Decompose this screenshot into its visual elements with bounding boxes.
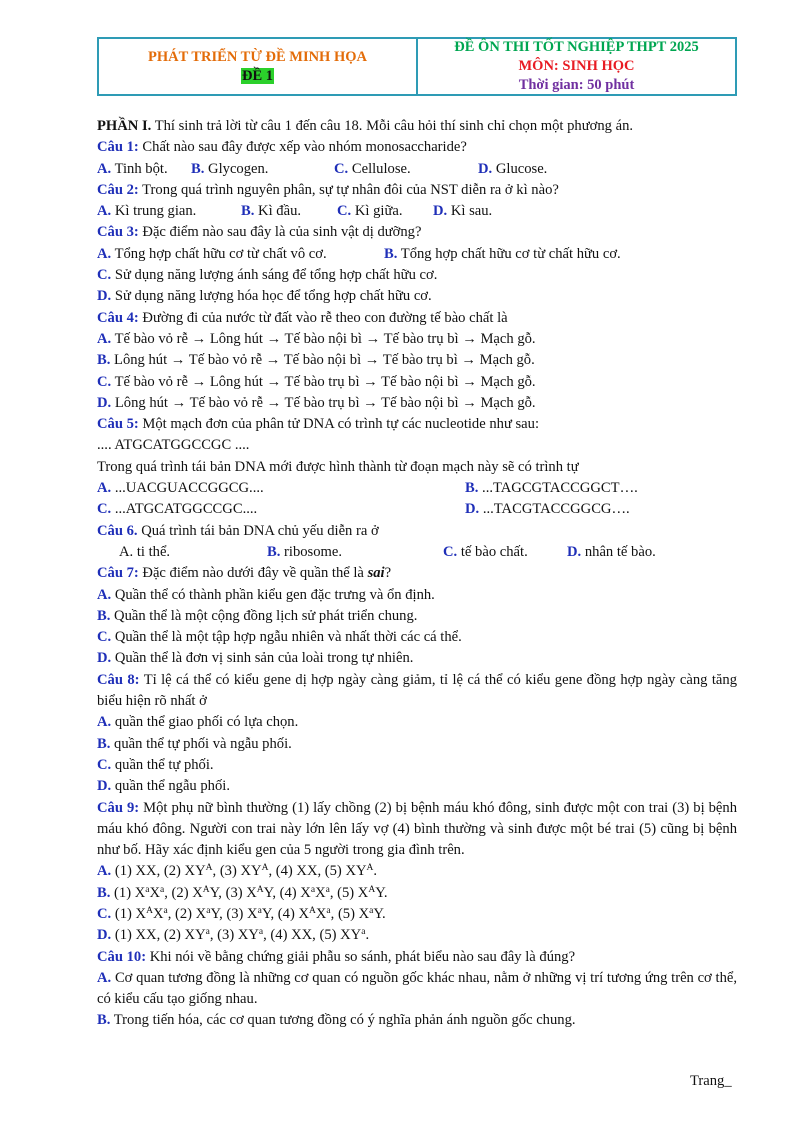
q5-option-a: A. ...UACGUACCGGCG.... [97, 480, 264, 497]
header-table [97, 37, 737, 96]
q6-option-b: B. ribosome. [267, 543, 343, 560]
q6-option-d: D. nhân tế bào. [567, 543, 656, 560]
q2-option-c: C. Kì giữa. [337, 203, 403, 220]
q8-option-d: D. quần thể ngẫu phối. [97, 778, 230, 795]
q3-options-ab [97, 244, 737, 265]
q4-option-c: C. Tế bào vỏ rễ → Lông hút → Tế bào trụ bì → Tế bào nội bì → Mạch gỗ. [97, 373, 536, 390]
q3-option-c: C. Sử dụng năng lượng ánh sáng để tổng hợp chất hữu cơ. [97, 267, 438, 284]
exam-title: ĐỀ ÔN THI TỐT NGHIỆP THPT 2025 [454, 39, 699, 55]
q8-option-b: B. quần thể tự phối và ngẫu phối. [97, 735, 292, 752]
q9-option-c: C. (1) $X^AX^a$, (2) $X^aY$, (3) $X^aY$, (4) $X^AX^a$, (5) $X^aY$. [97, 905, 386, 922]
q4-option-b: B. Lông hút → Tế bào vỏ rễ → Tế bào nội bì → Tế bào trụ bì → Mạch gỗ. [97, 352, 535, 369]
q1-options [97, 159, 737, 180]
q3-option-b: B. Tổng hợp chất hữu cơ từ chất hữu cơ. [384, 245, 621, 262]
q5-option-c: C. ...ATGCATGGCCGC.... [97, 501, 258, 518]
q7-option-a: A. Quần thể có thành phần kiểu gen đặc trưng và ổn định. [97, 586, 435, 603]
q10-option-a: A. Cơ quan tương đồng là những cơ quan có nguồn gốc khác nhau, nằm ở những vị trí tương ứng trên cơ thể, có kiểu cấu tạo giống nhau. [97, 969, 737, 1008]
q3-option-d: D. Sử dụng năng lượng hóa học để tổng hợp chất hữu cơ. [97, 288, 432, 305]
q4-option-d: D. Lông hút → Tế bào vỏ rễ → Tế bào trụ bì → Tế bào nội bì → Mạch gỗ. [97, 394, 536, 411]
q8-option-c: C. quần thể tự phối. [97, 756, 214, 773]
q9-option-a: A. (1) XX, (2) $XY^A$, (3) $XY^A$, (4) XX, (5) $XY^A$. [97, 863, 378, 880]
q5-options-ab [97, 478, 737, 499]
emphasis-sai: sai [367, 565, 385, 582]
question-9: Câu 9: Một phụ nữ bình thường (1) lấy chồng (2) bị bệnh máu khó đông, sinh được một con trai (3) bị bệnh máu khó đông. Người con trai này lớn lên lấy vợ (4) bình thường và sinh được một bé trai (5) cũng bị bệnh như bố. Hãy xác định kiểu gen của 5 người trong gia đình trên. [97, 799, 737, 859]
part-instructions: PHẦN I. Thí sinh trả lời từ câu 1 đến câu 18. Mỗi câu hỏi thí sinh chỉ chọn một phương án. [97, 118, 634, 134]
q7-option-c: C. Quần thể là một tập hợp ngẫu nhiên và nhất thời các cá thể. [97, 629, 462, 646]
q1-option-a: A. Tinh bột. [97, 160, 168, 177]
question-8: Câu 8: Tỉ lệ cá thể có kiểu gene dị hợp ngày càng giảm, tỉ lệ cá thể có kiểu gene đồng hợp ngày càng tăng biểu hiện rõ nhất ở [97, 671, 738, 710]
part-title: PHẦN I. [97, 118, 152, 134]
q2-option-a: A. Kì trung gian. [97, 203, 197, 220]
page-footer: Trang_ [690, 1073, 732, 1089]
q5-options-cd [97, 499, 737, 520]
question-2: Câu 2: Trong quá trình nguyên phân, sự tự nhân đôi của NST diễn ra ở kì nào? [97, 181, 559, 198]
q2-option-b: B. Kì đầu. [241, 203, 302, 220]
question-10: Câu 10: Khi nói về bằng chứng giải phẫu so sánh, phát biểu nào sau đây là đúng? [97, 948, 576, 965]
question-1: Câu 1: Chất nào sau đây được xếp vào nhóm monosaccharide? [97, 139, 467, 156]
q8-option-a: A. quần thể giao phối có lựa chọn. [97, 714, 299, 731]
q7-option-d: D. Quần thể là đơn vị sinh sản của loài trong tự nhiên. [97, 650, 414, 667]
q6-option-c: C. tế bào chất. [443, 543, 528, 560]
q3-option-a: A. Tổng hợp chất hữu cơ từ chất vô cơ. [97, 245, 327, 262]
q1-option-d: D. Glucose. [478, 160, 548, 177]
q9-option-d: D. (1) XX, (2) $XY^a$, (3) $XY^a$, (4) XX, (5) $XY^a$. [97, 927, 370, 944]
q2-options [97, 201, 737, 222]
header-right [418, 39, 735, 94]
question-3: Câu 3: Đặc điểm nào sau đây là của sinh vật dị dưỡng? [97, 224, 422, 241]
q6-options [97, 542, 737, 563]
q1-option-c: C. Cellulose. [334, 160, 411, 177]
question-5: Câu 5: Một mạch đơn của phân tử DNA có trình tự các nucleotide như sau: [97, 416, 540, 433]
exam-number: ĐỀ 1 [241, 67, 274, 84]
q5-option-b: B. ...TAGCGTACCGGCT…. [465, 480, 638, 497]
q5-text2: Trong quá trình tái bản DNA mới được hình thành từ đoạn mạch này sẽ có trình tự [97, 458, 579, 475]
q9-option-b: B. (1) $X^aX^a$, (2) $X^AY$, (3) $X^AY$, (4) $X^aX^a$, (5) $X^AY$. [97, 884, 388, 901]
time-limit: Thời gian: 50 phút [518, 77, 635, 93]
q10-option-b: B. Trong tiến hóa, các cơ quan tương đồng có ý nghĩa phản ánh nguồn gốc chung. [97, 1012, 576, 1029]
q5-option-d: D. ...TACGTACCGGCG…. [465, 501, 630, 518]
exam-content [97, 116, 737, 1032]
q6-option-a: A. ti thể. [119, 543, 171, 560]
q2-option-d: D. Kì sau. [433, 203, 493, 220]
q7-option-b: B. Quần thể là một cộng đồng lịch sử phát triển chung. [97, 607, 418, 624]
question-7: Câu 7: Đặc điểm nào dưới đây về quần thể là sai? [97, 565, 392, 582]
header-left [99, 39, 418, 94]
q4-option-a: A. Tế bào vỏ rễ → Lông hút → Tế bào nội bì → Tế bào trụ bì → Mạch gỗ. [97, 330, 536, 347]
question-6: Câu 6. Quá trình tái bản DNA chủ yếu diễn ra ở [97, 522, 379, 539]
q1-option-b: B. Glycogen. [191, 160, 269, 177]
q5-sequence: .... ATGCATGGCCGC .... [97, 437, 250, 454]
subject: MÔN: SINH HỌC [518, 58, 635, 74]
header-source: PHÁT TRIỂN TỪ ĐỀ MINH HỌA [147, 48, 367, 65]
question-4: Câu 4: Đường đi của nước từ đất vào rễ theo con đường tế bào chất là [97, 309, 508, 326]
